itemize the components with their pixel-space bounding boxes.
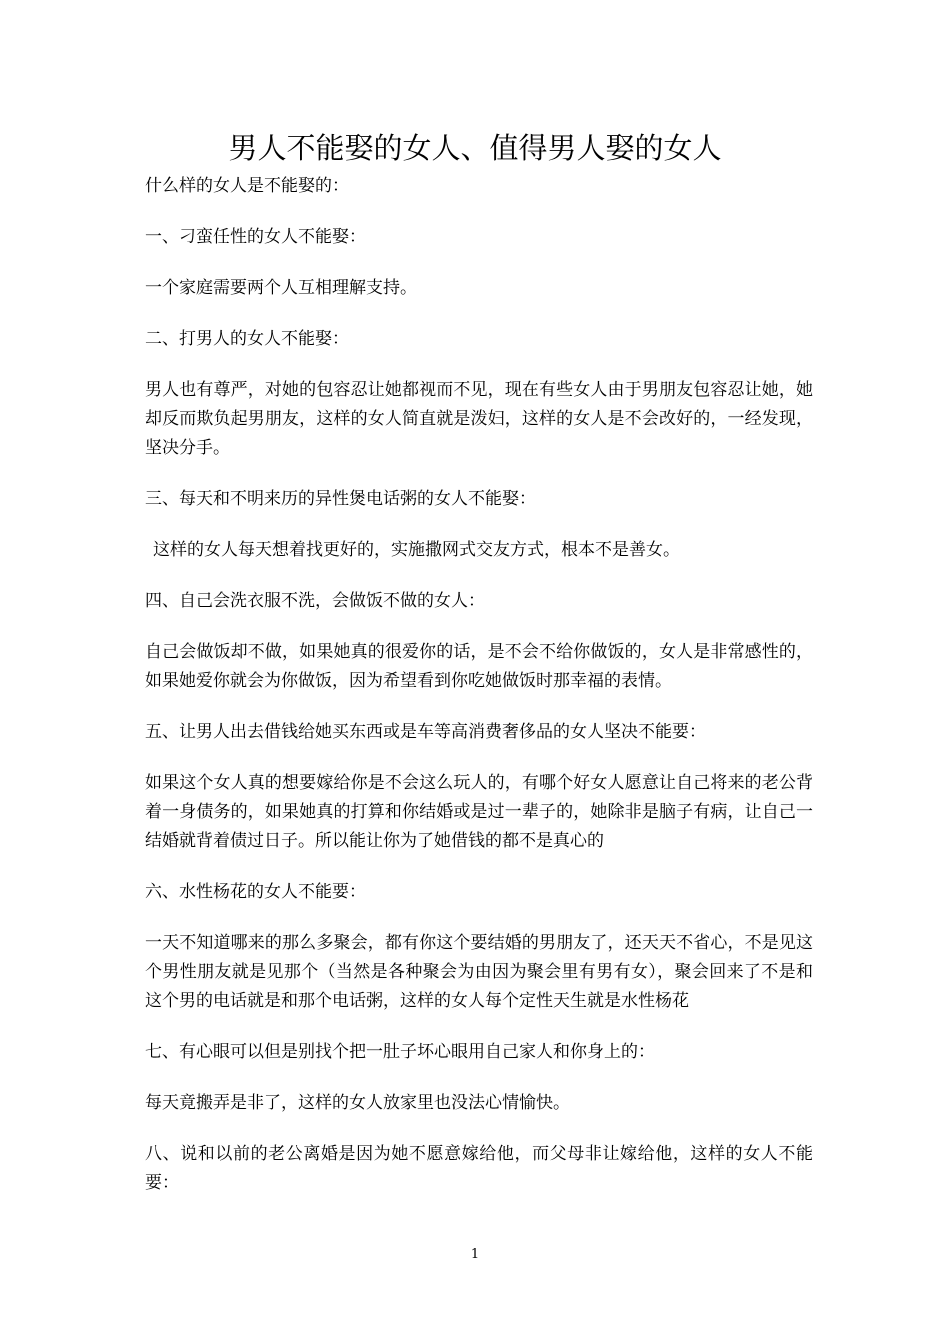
paragraph: 一个家庭需要两个人互相理解支持。 [145,278,417,298]
heading-item-1: 一、刁蛮任性的女人不能娶： [145,227,366,247]
heading-item-2: 二、打男人的女人不能娶： [145,329,349,349]
paragraph: 什么样的女人是不能娶的： [145,176,349,196]
heading-item-6: 六、水性杨花的女人不能要： [145,882,366,902]
paragraph: 每天竟搬弄是非了，这样的女人放家里也没法心情愉快。 [145,1093,570,1113]
heading-item-5: 五、让男人出去借钱给她买东西或是车等高消费奢侈品的女人坚决不能要： [145,722,706,742]
paragraph: 如果这个女人真的想要嫁给你是不会这么玩人的，有哪个好女人愿意让自己将来的老公背着一身债务的，如果她真的打算和你结婚或是过一辈子的，她除非是脑子有病，让自己一结婚就背着债过日子。所以能让你为了她借钱的都不是真心的 [145,773,813,851]
heading-item-7: 七、有心眼可以但是别找个把一肚子坏心眼用自己家人和你身上的： [145,1042,655,1062]
paragraph: 自己会做饭却不做，如果她真的很爱你的话，是不会不给你做饭的，女人是非常感性的，如果她爱你就会为你做饭，因为希望看到你吃她做饭时那幸福的表情。 [145,642,813,691]
document-body [145,172,813,1220]
paragraph: 男人也有尊严，对她的包容忍让她都视而不见，现在有些女人由于男朋友包容忍让她，她却反而欺负起男朋友，这样的女人简直就是泼妇，这样的女人是不会改好的，一经发现，坚决分手。 [145,380,813,458]
document-title: 男人不能娶的女人、值得男人娶的女人 [228,131,722,165]
heading-item-4: 四、自己会洗衣服不洗，会做饭不做的女人： [145,591,485,611]
heading-item-3: 三、每天和不明来历的异性煲电话粥的女人不能娶： [145,489,536,509]
heading-item-8: 八、说和以前的老公离婚是因为她不愿意嫁给他，而父母非让嫁给他，这样的女人不能要： [145,1144,813,1193]
paragraph: 这样的女人每天想着找更好的，实施撒网式交友方式，根本不是善女。 [153,540,680,560]
paragraph: 一天不知道哪来的那么多聚会，都有你这个要结婚的男朋友了，还天天不省心，不是见这个男性朋友就是见那个（当然是各种聚会为由因为聚会里有男有女），聚会回来了不是和这个男的电话就是和那个电话粥，这样的女人每个定性天生就是水性杨花 [145,933,813,1011]
page-number: 1 [470,1247,480,1262]
